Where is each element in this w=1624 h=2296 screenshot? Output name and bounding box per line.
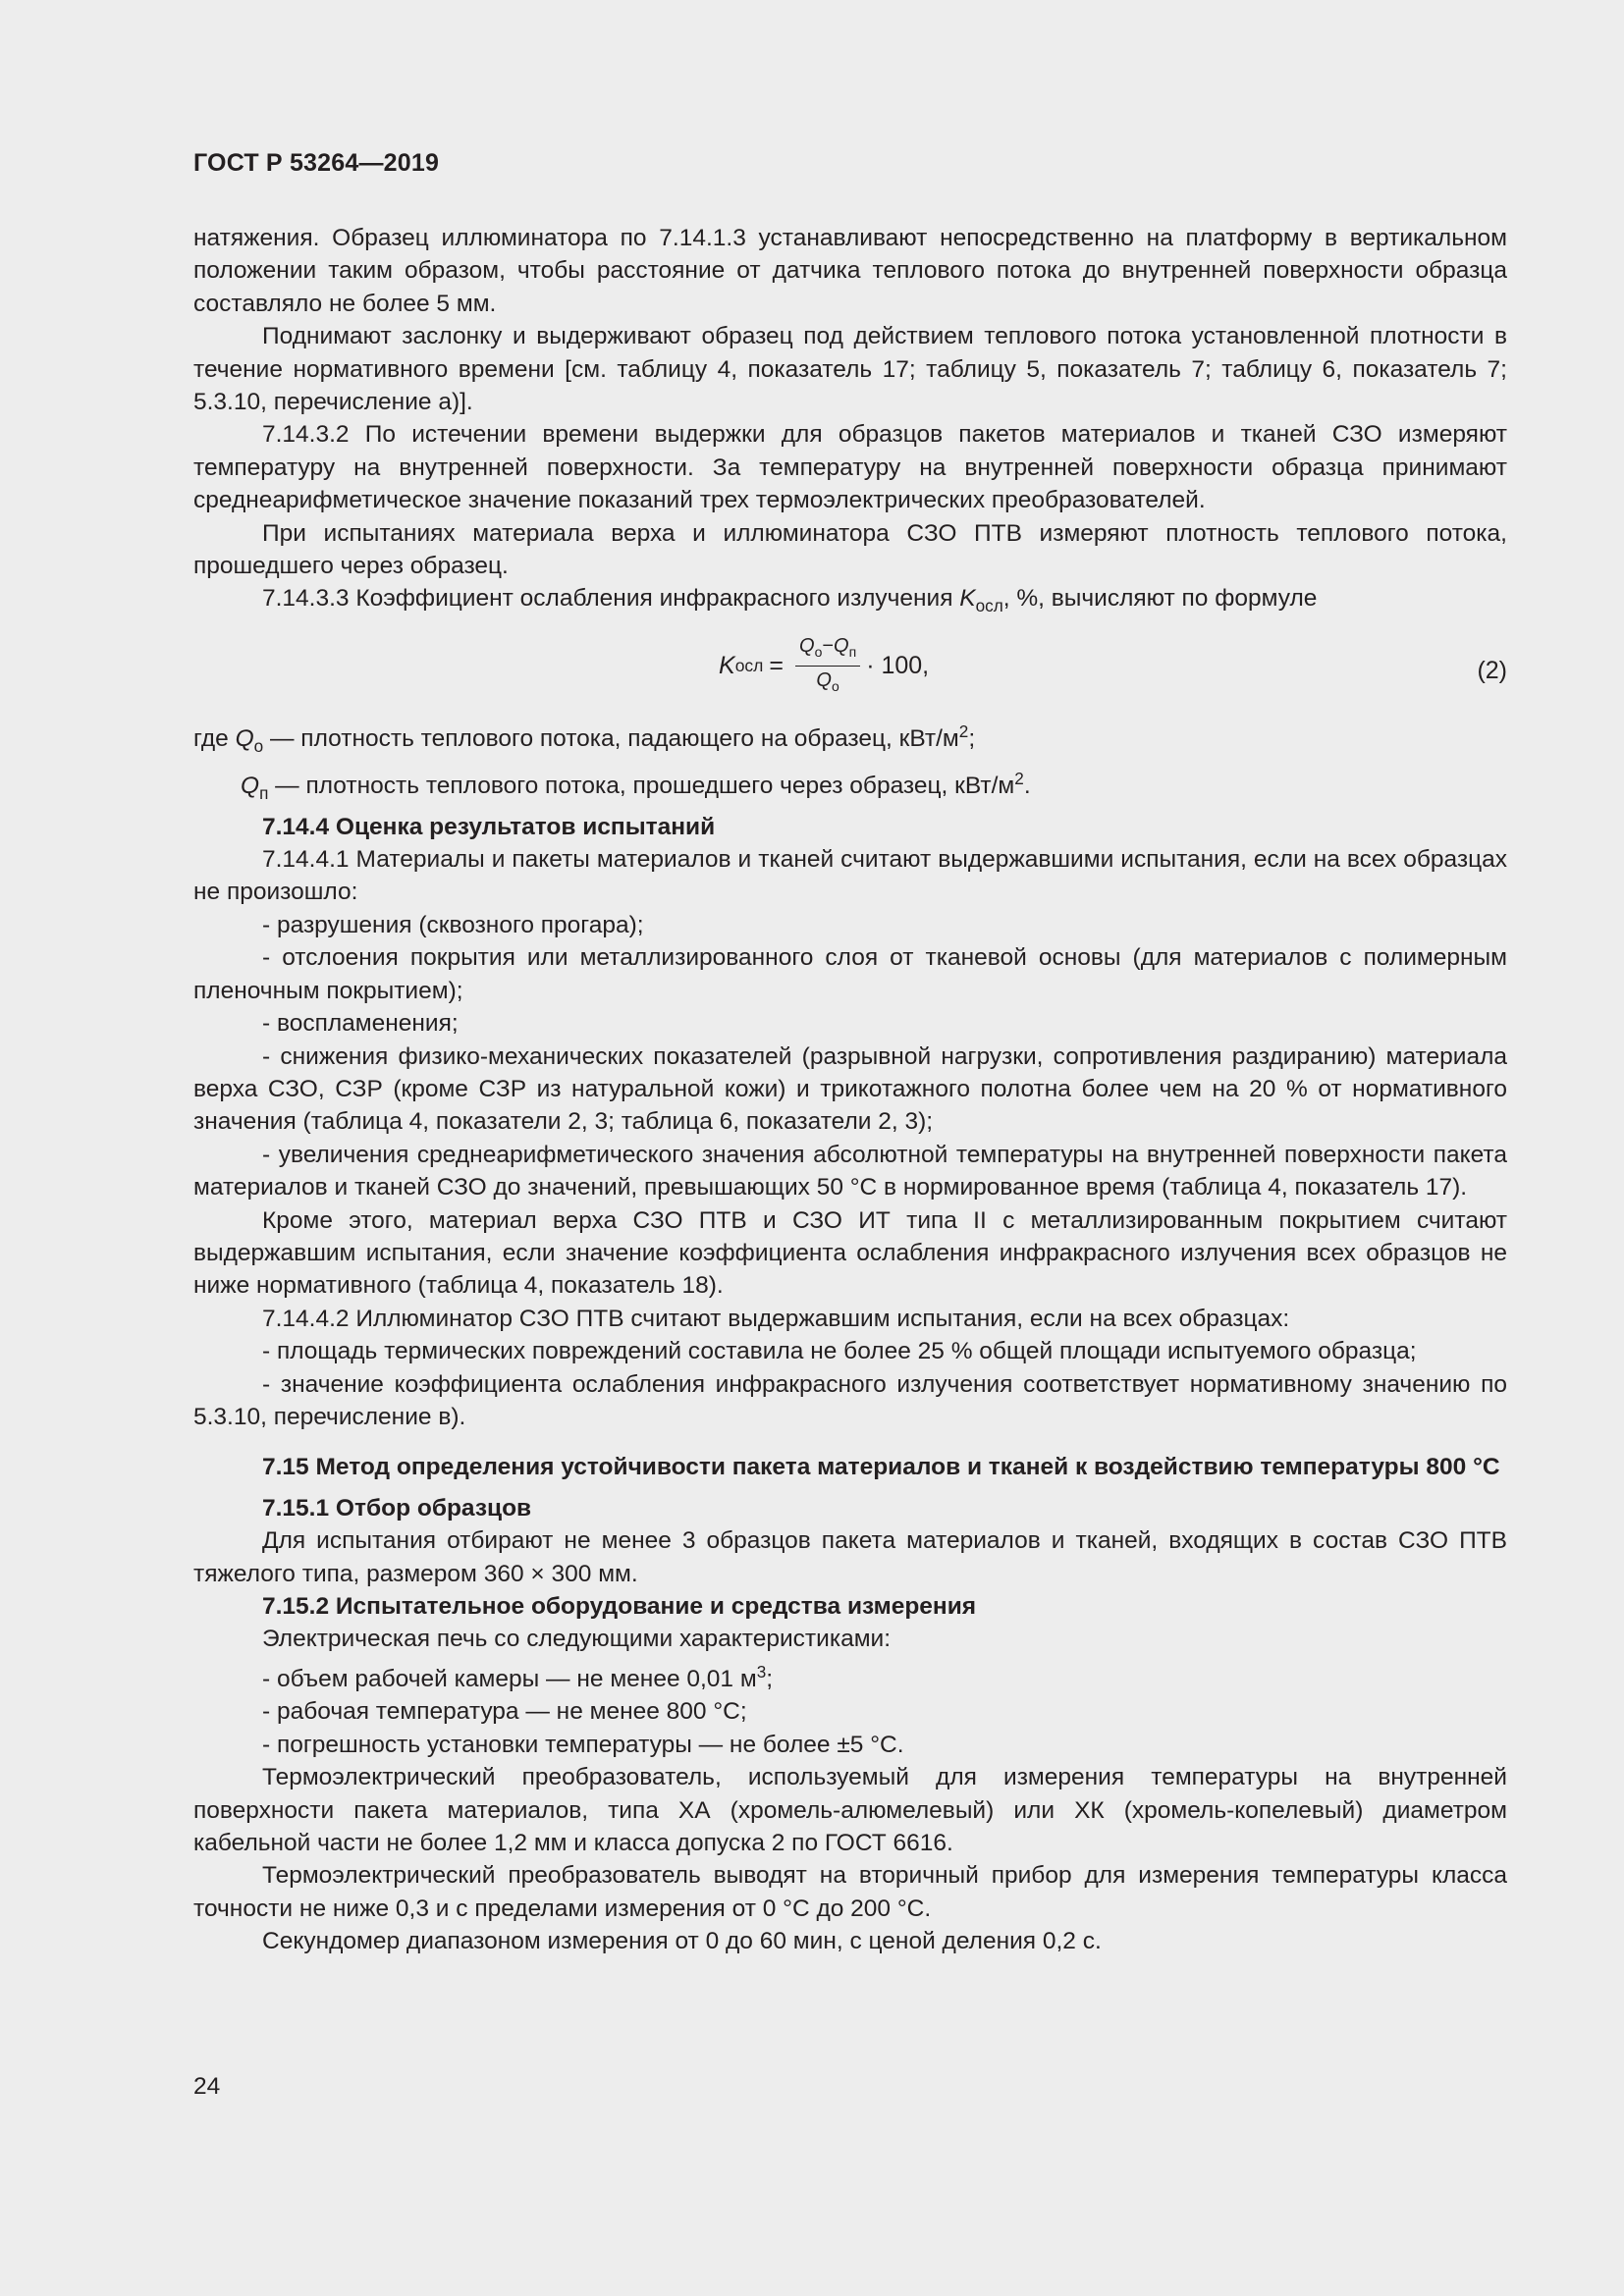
- document-header: ГОСТ Р 53264—2019: [193, 149, 440, 177]
- list-item: - отслоения покрытия или металлизированного слоя от тканевой основы (для материалов с полимерным пленочным покрытием);: [193, 944, 1507, 1004]
- paragraph: Термоэлектрический преобразователь выводят на вторичный прибор для измерения температуры класса точности не ниже 0,3 и с пределами измерения от 0 °С до 200 °С.: [193, 1862, 1507, 1922]
- list-item: - значение коэффициента ослабления инфракрасного излучения соответствует нормативному значению по 5.3.10, перечисление в).: [193, 1370, 1507, 1430]
- document-body: [193, 222, 1507, 1958]
- formula-fraction: $\frac{Q_о-Q_п}{Q_о}$: [795, 633, 860, 700]
- where-line: $Q_п$ — плотность теплового потока, прошедшего через образец, кВт/$м^2$.: [241, 769, 1031, 804]
- paragraph: Термоэлектрический преобразователь, используемый для измерения температуры на внутренней поверхности пакета материалов, типа ХА (хромель-алюмелевый) или ХК (хромель-копелевый) диаметром кабельной части не более 1,2 мм и класса допуска 2 по ГОСТ 6616.: [193, 1764, 1507, 1857]
- paragraph: При испытаниях материала верха и иллюминатора СЗО ПТВ измеряют плотность теплового потока, прошедшего через образец.: [193, 519, 1507, 580]
- paragraph-formula-intro: 7.14.3.3 Коэффициент ослабления инфракрасного излучения $K_{осл}$, %, вычисляют по формуле: [262, 585, 1318, 616]
- subsection-heading: 7.15.2 Испытательное оборудование и средства измерения: [262, 1593, 977, 1621]
- paragraph: Электрическая печь со следующими характеристиками:: [262, 1626, 892, 1653]
- equation-number: (2): [1477, 656, 1507, 684]
- list-item: - снижения физико-механических показателей (разрывной нагрузки, сопротивления раздиранию) материала верха СЗО, СЗР (кроме СЗР из натуральной кожи) и трикотажного полотна более чем на 20 % от нормативного значения (таблица 4, показатели 2, 3; таблица 6, показатели 2, 3);: [193, 1042, 1507, 1136]
- where-line: где $Q_о$ — плотность теплового потока, падающего на образец, кВт/$м^2$;: [193, 721, 976, 756]
- list-item: - увеличения среднеарифметического значения абсолютной температуры на внутренней поверхности пакета материалов и тканей СЗО до значений, превышающих 50 °С в нормированное время (таблица 4, показатель 17).: [193, 1141, 1507, 1201]
- paragraph: натяжения. Образец иллюминатора по 7.14.1.3 устанавливают непосредственно на платформу в вертикальном положении таким образом, чтобы расстояние от датчика теплового потока до внутренней поверхности образца составляло не более 5 мм.: [193, 225, 1507, 317]
- section-heading: 7.15 Метод определения устойчивости пакета материалов и тканей к воздействию температуры 800 °С: [262, 1454, 1500, 1481]
- list-item: - разрушения (сквозного прогара);: [262, 911, 644, 938]
- formula: K осл = $\frac{Q_о-Q_п}{Q_о}$ · 100,: [719, 633, 929, 700]
- section-heading: 7.14.4 Оценка результатов испытаний: [262, 813, 716, 840]
- paragraph: Секундомер диапазоном измерения от 0 до 60 мин, с ценой деления 0,2 с.: [262, 1928, 1102, 1955]
- list-item: - погрешность установки температуры — не более ±5 °С.: [262, 1731, 904, 1758]
- paragraph: 7.14.4.1 Материалы и пакеты материалов и тканей считают выдержавшими испытания, если на всех образцах не произошло:: [193, 846, 1507, 906]
- paragraph: 7.14.3.2 По истечении времени выдержки для образцов пакетов материалов и тканей СЗО измеряют температуру на внутренней поверхности. За температуру на внутренней поверхности образца принимают среднеарифметическое значение показаний трех термоэлектрических преобразователей.: [193, 421, 1507, 514]
- subsection-heading: 7.15.1 Отбор образцов: [262, 1494, 532, 1522]
- paragraph: Для испытания отбирают не менее 3 образцов пакета материалов и тканей, входящих в состав СЗО ПТВ тяжелого типа, размером 360 × 300 мм.: [193, 1527, 1507, 1587]
- page-number: 24: [193, 2073, 221, 2100]
- paragraph: Поднимают заслонку и выдерживают образец под действием теплового потока установленной плотности в течение нормативного времени [см. таблицу 4, показатель 17; таблицу 5, показатель 7; таблицу 6, показатель 7; 5.3.10, перечисление а)].: [193, 323, 1507, 416]
- list-item: - объем рабочей камеры — не менее 0,01 $м^3$;: [262, 1661, 774, 1692]
- formula-block: [193, 627, 1507, 716]
- list-item: - площадь термических повреждений составила не более 25 % общей площади испытуемого образца;: [262, 1338, 1417, 1365]
- paragraph: 7.14.4.2 Иллюминатор СЗО ПТВ считают выдержавшим испытания, если на всех образцах:: [262, 1305, 1290, 1332]
- paragraph: Кроме этого, материал верха СЗО ПТВ и СЗО ИТ типа II с металлизированным покрытием считают выдержавшим испытания, если значение коэффициента ослабления инфракрасного излучения всех образцов не ниже нормативного (таблица 4, показатель 18).: [193, 1206, 1507, 1300]
- list-item: - рабочая температура — не менее 800 °С;: [262, 1698, 747, 1726]
- list-item: - воспламенения;: [262, 1010, 459, 1038]
